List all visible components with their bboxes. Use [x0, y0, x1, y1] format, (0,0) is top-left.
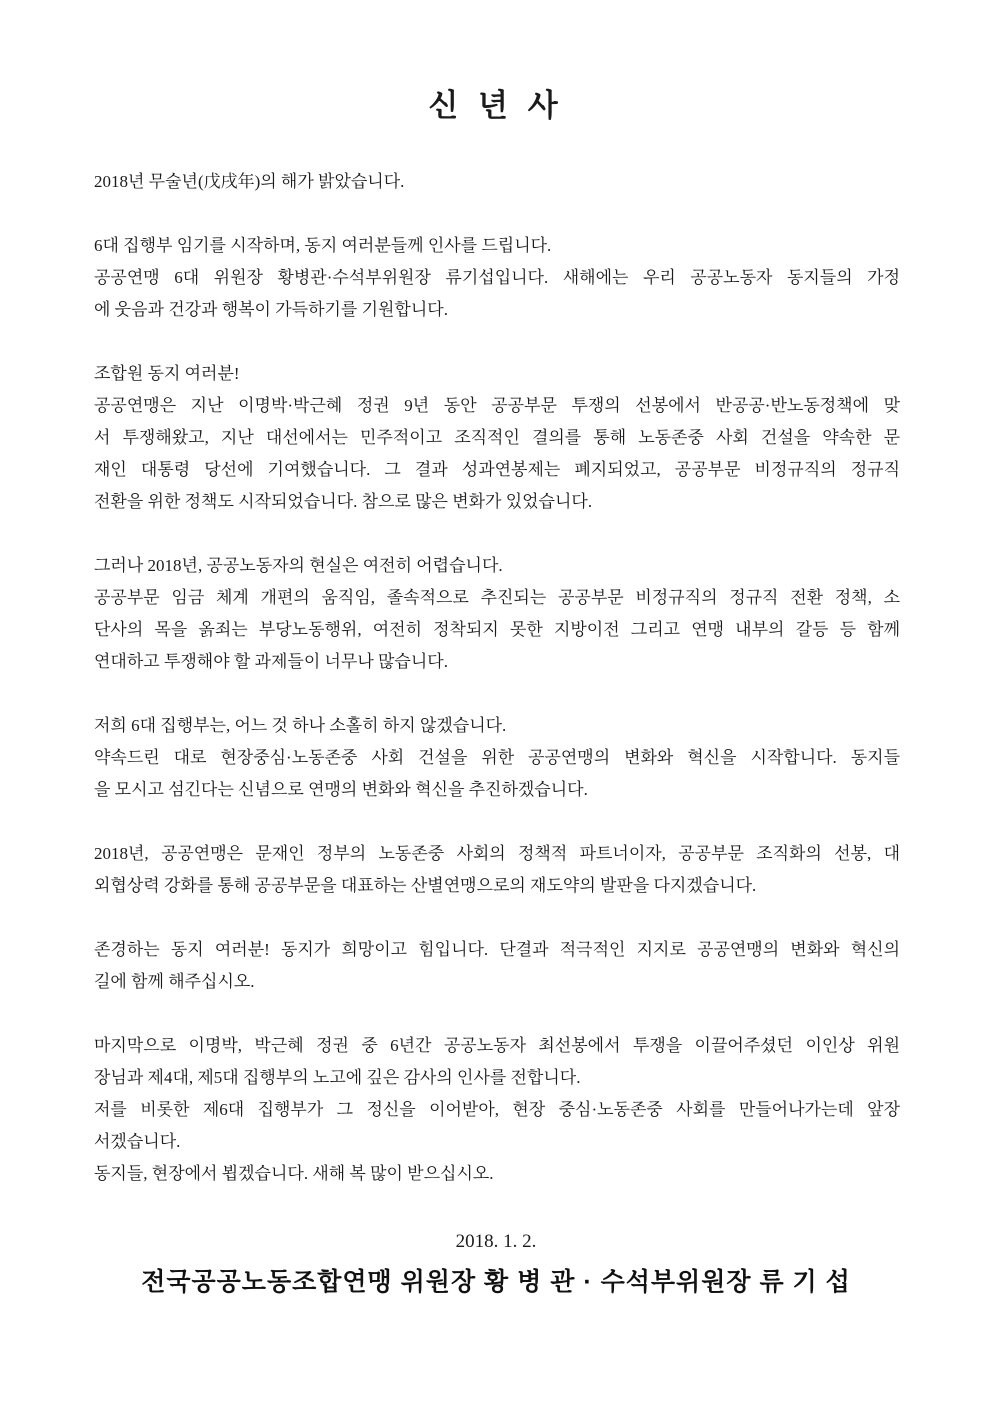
paragraph	[94, 934, 900, 998]
text-line: 6대 집행부 임기를 시작하며, 동지 여러분들께 인사를 드립니다.	[94, 236, 552, 255]
paragraph	[94, 550, 900, 678]
paragraph	[94, 1030, 900, 1190]
text-line: 길에 함께 해주십시오.	[94, 972, 255, 991]
paragraph	[94, 710, 900, 806]
text-line: 외협상력 강화를 통해 공공부문을 대표하는 산별연맹으로의 재도약의 발판을 다지겠습니다.	[94, 876, 757, 895]
text-line: 약속드린 대로 현장중심·노동존중 사회 건설을 위한 공공연맹의 변화와 혁신을 시작합니다. 동지들	[94, 748, 900, 767]
text-line: 서겠습니다.	[94, 1132, 181, 1151]
text-line: 저를 비롯한 제6대 집행부가 그 정신을 이어받아, 현장 중심·노동존중 사회를 만들어나가는데 앞장	[94, 1100, 900, 1119]
paragraph	[94, 358, 900, 518]
text-line: 조합원 동지 여러분!	[94, 364, 240, 383]
text-line: 존경하는 동지 여러분! 동지가 희망이고 힘입니다. 단결과 적극적인 지지로 공공연맹의 변화와 혁신의	[94, 940, 900, 959]
text-line: 동지들, 현장에서 뵙겠습니다. 새해 복 많이 받으십시오.	[94, 1164, 494, 1183]
text-line: 공공연맹은 지난 이명박·박근혜 정권 9년 동안 공공부문 투쟁의 선봉에서 반공공·반노동정책에 맞	[94, 396, 900, 415]
text-line: 그러나 2018년, 공공노동자의 현실은 여전히 어렵습니다.	[94, 556, 503, 575]
text-line: 단사의 목을 옭죄는 부당노동행위, 여전히 정착되지 못한 지방이전 그리고 연맹 내부의 갈등 등 함께	[94, 620, 900, 639]
text-line: 전환을 위한 정책도 시작되었습니다. 참으로 많은 변화가 있었습니다.	[94, 492, 593, 511]
text-line: 2018년, 공공연맹은 문재인 정부의 노동존중 사회의 정책적 파트너이자, 공공부문 조직화의 선봉, 대	[94, 844, 900, 863]
paragraph	[94, 230, 900, 326]
text-line: 마지막으로 이명박, 박근혜 정권 중 6년간 공공노동자 최선봉에서 투쟁을 이끌어주셨던 이인상 위원	[94, 1036, 900, 1055]
text-line: 공공부문 임금 체계 개편의 움직임, 졸속적으로 추진되는 공공부문 비정규직의 정규직 전환 정책, 소	[94, 588, 900, 607]
text-line: 저희 6대 집행부는, 어느 것 하나 소홀히 하지 않겠습니다.	[94, 716, 507, 735]
text-line: 공공연맹 6대 위원장 황병관·수석부위원장 류기섭입니다. 새해에는 우리 공공노동자 동지들의 가정	[94, 268, 900, 287]
signature-line: 전국공공노동조합연맹 위원장 황 병 관 · 수석부위원장 류 기 섭	[141, 1268, 851, 1296]
paragraph	[94, 166, 900, 198]
text-line: 연대하고 투쟁해야 할 과제들이 너무나 많습니다.	[94, 652, 448, 671]
text-line: 2018년 무술년(戊戌年)의 해가 밝았습니다.	[94, 172, 405, 191]
document-date: 2018. 1. 2.	[455, 1231, 537, 1252]
text-line: 재인 대통령 당선에 기여했습니다. 그 결과 성과연봉제는 폐지되었고, 공공부문 비정규직의 정규직	[94, 460, 900, 479]
text-line: 서 투쟁해왔고, 지난 대선에서는 민주적이고 조직적인 결의를 통해 노동존중 사회 건설을 약속한 문	[94, 428, 900, 447]
document-body	[94, 166, 900, 1190]
paragraph	[94, 838, 900, 902]
document-title: 신 년 사	[428, 88, 564, 123]
text-line: 에 웃음과 건강과 행복이 가득하기를 기원합니다.	[94, 300, 448, 319]
text-line: 을 모시고 섬긴다는 신념으로 연맹의 변화와 혁신을 추진하겠습니다.	[94, 780, 588, 799]
text-line: 장님과 제4대, 제5대 집행부의 노고에 깊은 감사의 인사를 전합니다.	[94, 1068, 581, 1087]
